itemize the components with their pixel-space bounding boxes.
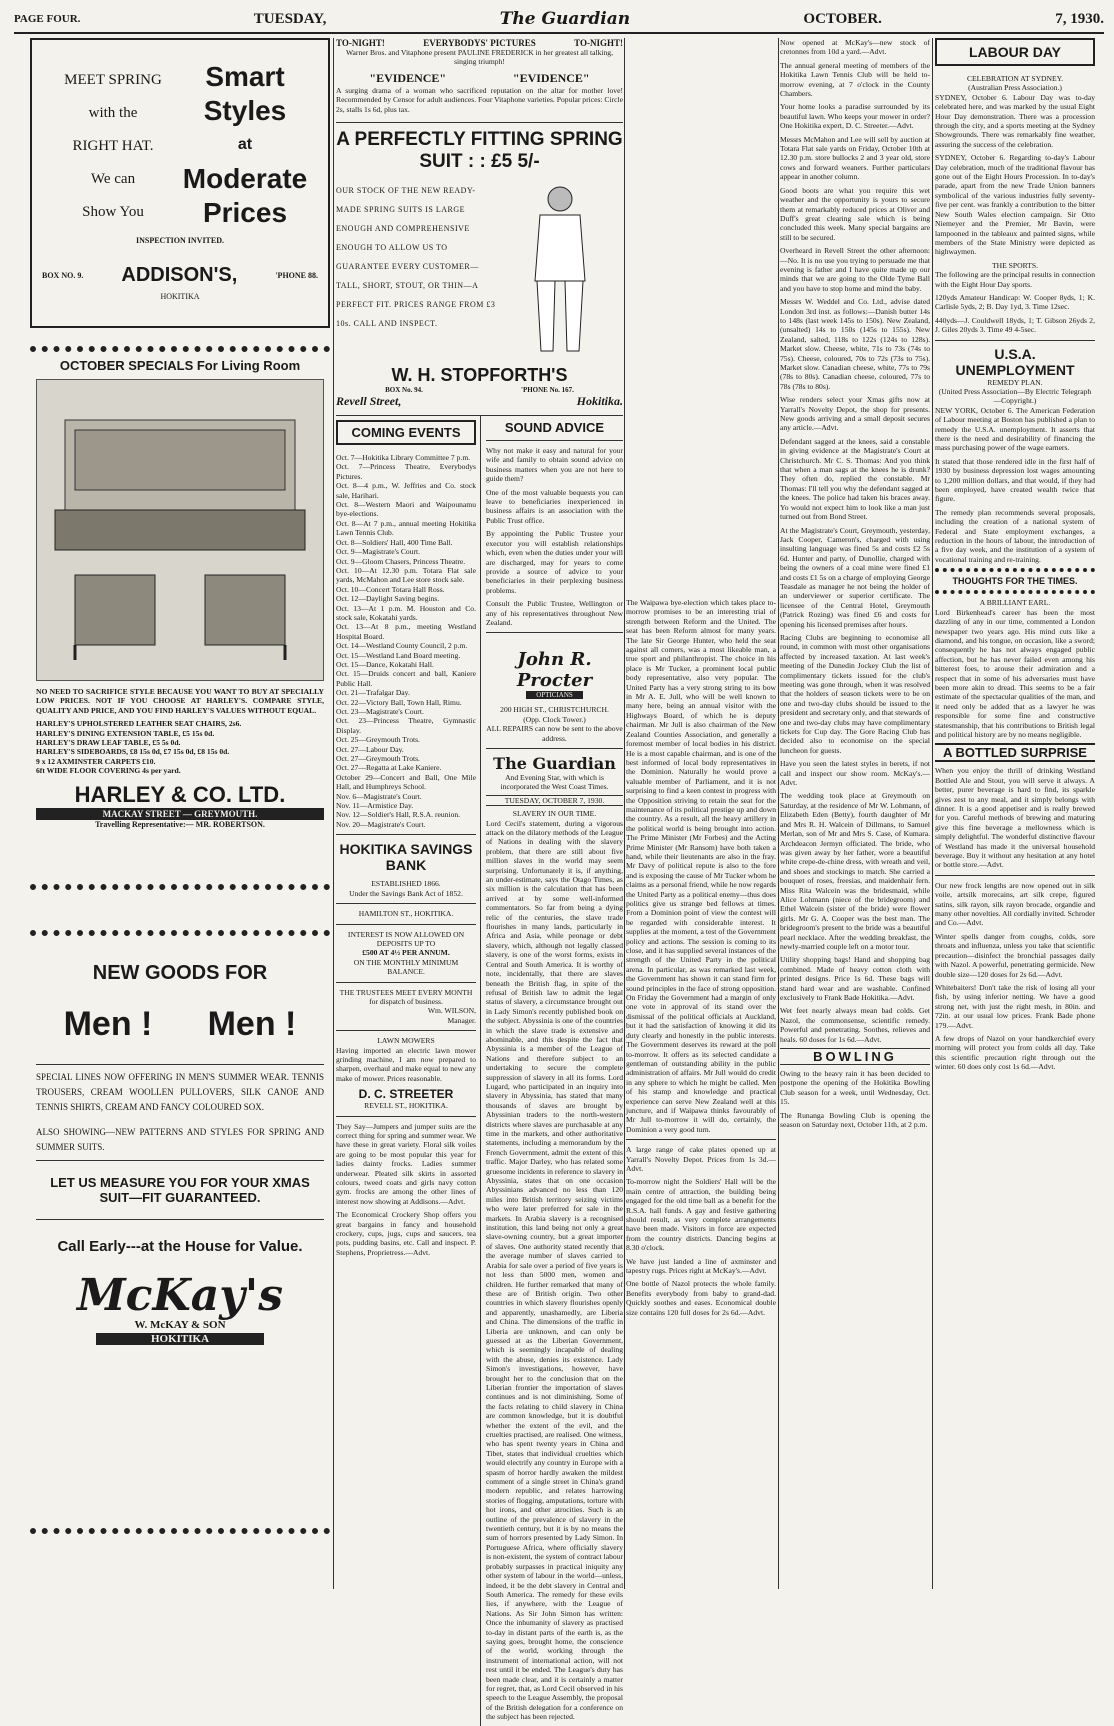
column-4 <box>780 38 930 1589</box>
event-item: Oct. 22—Victory Ball, Town Hall, Rimu. <box>336 697 462 707</box>
news-para: Wet feet nearly always mean bad colds. Get Nazol, the commonsense, scientific remedy. Powerful and penetrating. Soothes, relieves and heals. 60 doses for 1s 6d.—Advt. <box>780 1006 930 1044</box>
divider <box>336 1030 476 1031</box>
labour-sports: THE SPORTS. <box>992 260 1038 270</box>
news-para: Defendant sagged at the knees, said a constable in giving evidence at the Magistrate's Court at Christchurch. Mr C. S. Thomas: And you think that when a man sags at the knees he is drunk? They often do, replied the constable. Mr Thomas: I'll tell you why the defendant sagged at the knees. The police had taken his braces away. Yo would not expect him to look like a man just turned out from Bond Street. <box>780 436 930 522</box>
event-item: Oct. 10—At 12.30 p.m. Totara Flat sale yards, McMahon and Lee store stock sale. <box>336 565 476 585</box>
news-para: The annual general meeting of members of the Hokitika Lawn Tennis Club will be held to-morrow evening, at 7 o'clock in the County Chambers. <box>780 60 930 99</box>
divider <box>486 748 623 749</box>
savings-interest: INTEREST IS NOW ALLOWED ON DEPOSITS UP TO <box>347 929 465 948</box>
column-rule <box>624 38 625 1589</box>
pictures-ad <box>336 38 623 123</box>
news-para: Now opened at McKay's—new stock of cretonnes from 10d a yard.—Advt. <box>780 38 930 57</box>
suit-illustration <box>496 181 623 361</box>
events-title: COMING EVENTS <box>351 425 461 441</box>
divider <box>336 924 476 925</box>
column-rule <box>932 38 933 1589</box>
stopforth-contacts <box>336 386 623 394</box>
stopforth-headline: A PERFECTLY FITTING SPRING <box>336 129 623 151</box>
addison-line: Show You <box>82 204 144 220</box>
addison-inspection: INSPECTION INVITED. <box>135 236 225 245</box>
event-item: Oct. 27—Greymouth Trots. <box>336 754 420 764</box>
mckay-measure: LET US MEASURE YOU FOR YOUR XMAS SUIT—FIT GUARANTEED. <box>50 1175 310 1205</box>
savings-bank-ad <box>336 841 476 1025</box>
sofa-chair-icon <box>45 390 315 670</box>
unemployment-para: NEW YORK, October 6. The American Federation of Labour meeting at Boston has published a plan to remedy the U.S.A. unemployment. It asserts that there is the need and desirability of financing the mass purchasing power of the wage earners. <box>935 405 1095 453</box>
news-para: One bottle of Nazol protects the whole family. Benefits everybody from baby to grand-dad. Quickly soothes and eases. Economical double size contains 120 full doses for 2s 6d.—Advt. <box>626 1279 776 1317</box>
news-para: Messrs W. Weddel and Co. Ltd., advise dated London 3rd inst. as follows:—Danish butter 14s to 148s (last week 145s to 150s). New Zealand, (unsalted) 14s to 150s (145s to 155s). New Zealand, salted, 118s to 122s (124s to 128s). Market slow. Cheese, white, 71s to 73s (74s to 75s). Cheese, coloured, 70s to 72s (73s to 75s). Market slow. Canadian cheese, white, 77s to 79s (78s to 80s). Canadian cheese, coloured, 77s to 78s (78s to 80s). <box>780 297 930 391</box>
labour-para: 120yds Amateur Handicap: W. Cooper 8yds, 1; K. Carlisle 5yds, 2; B. Day 1yd, 3. Time 12sec. <box>935 292 1095 312</box>
addison-line: with the <box>88 105 138 121</box>
column-1 <box>30 38 330 1589</box>
event-item: Oct. 13—At 1 p.m. M. Houston and Co. stock sale, Kokatahi yards. <box>336 603 476 622</box>
col2-split <box>336 416 623 1726</box>
event-item: Oct. 27—Regatta at Lake Kaniere. <box>336 763 442 773</box>
addison-headline: Moderate <box>182 163 308 194</box>
addison-footer <box>42 264 318 287</box>
stopforth-text: OUR STOCK OF THE NEW READY-MADE SPRING SUITS IS LARGE ENOUGH AND COMPREHENSIVE ENOUGH TO ALLOW US TO GUARANTEE EVERY CUSTOMER—TALL, SHORT, STOUT, OR THIN—A PERFECT FIT. PRICES RANGE FROM £3 10s. CALL AND INSPECT. <box>336 186 496 329</box>
thoughts-title: THOUGHTS FOR THE TIMES. <box>952 576 1078 587</box>
pictures-theatre: EVERYBODYS' PICTURES <box>423 38 536 48</box>
divider <box>935 875 1095 876</box>
masthead-title: The Guardian <box>499 9 631 29</box>
harley-item: HARLEY'S DINING EXTENSION TABLE, £5 15s 0d. <box>36 728 215 738</box>
addison-headline: Smart <box>205 61 285 92</box>
divider <box>336 834 476 835</box>
pictures-titles <box>336 71 623 86</box>
column-2 <box>336 38 623 1722</box>
unemployment-para: The remedy plan recommends several proposals, including the creation of a national system of Federal and State employment exchanges, a reduction in the hours of labour, the introduction of a five day week, and the institution of a system of vocational training and re-training. <box>935 507 1095 564</box>
mckay-town: HOKITIKA <box>96 1333 264 1345</box>
bottled-body: When you enjoy the thrill of drinking Westland Bottled Ale and Stout, you will serve it always. A better, purer beverage is hard to find, its sparkle gives zest to any meal, and it simply belongs with dinner. It is a good appetiser and is really brewed for you. Careful methods of brewing and maturing give this fine beverage a mellowness which is simply delightful. The wonderful distinctive flavour of Westland has made it the universal household beverage. Buy it without any hesitation at any hotel or bottle store.—Advt. <box>935 766 1095 870</box>
column-rule <box>778 38 779 1589</box>
bottled-title: A BOTTLED SURPRISE <box>935 743 1095 762</box>
procter-addr: 200 HIGH ST., CHRISTCHURCH. <box>500 705 609 715</box>
event-item: October 29—Concert and Ball, One Mile Hall, and Humphreys School. <box>336 772 476 792</box>
addison-line: We can <box>90 171 136 187</box>
addison-line: MEET SPRING <box>64 72 162 88</box>
masthead-date: 7, 1930. <box>1055 10 1104 27</box>
news-para: Messrs McMahon and Lee will sell by auction at Totara Flat sale yards on Friday, October 10th at 12.30 p.m. store bullocks 2 and 3 year old, store cows and forward weaners. Further particulars appear in another column. <box>780 134 930 182</box>
mckay-para: ALSO SHOWING—NEW PATTERNS AND STYLES FOR SPRING AND SUMMER SUITS. <box>36 1127 324 1152</box>
harley-title: OCTOBER SPECIALS For Living Room <box>59 358 301 373</box>
waipawa-article: The Waipawa bye-election which takes place to-morrow promises to be an interesting trial of strength between Reform and the United. The seat has been Reform almost for many years. The late Sir George Hunter, who held the seat against all comers, was a most likeable man, a true sport and philanthropist. The choice in his place is Mr Tucker, a prominent local public body representative, also very popular. The United Party has a very strong string to its bow in Mr A. E. Jull, who will be well known to many here, being an annual visitor with the Highways Board, of which he is deputy chairman. Mr Jull is also chairman of the New Zealand Counties Association, and generally a foremost member of local bodies in his district. He is a most capable chairman, and is one of the best informed of local body representatives in the Dominion. Naturally he would prove a valuable member of Parliament, and it is not surprising to find a keen contest in progress with the Opposition striving to retain the seat for the maintenance of its political prestige up and down the country. As a result, all the heavy artillery in the political world is being brought into action. The Prime Minister (Mr Forbes) and the Acting Prime Minister (Mr Ransom) have both taken a hand, while their lieutenants are also in the fray. Mr Davy of political repute is also to the fore and is exposing the cause of Mr Tucker whom he claims as a personal friend, while he now regards the United Party as a political enemy—thus does politics give us strange bed fellows at times. From a Dominion point of view the contest will be regarded with considerable interest. It supplies at the moment, a test of the Government policy and actions. The session is coming to its close, and it has supplied several instances of the strength of the United Party in the political arena. In particular, as was remarked last week, the Government has shown it can stand firm for sound principles in the face of strong opposition. On Friday the Government had a margin of only one vote in approval of its stand over the dismissal of the political officials at Auckland, but it had the satisfaction of knowing it did its duty clearly and honestly in the public interests. The Government deserves its reward at the poll to-morrow. It offers as its selected candidate a gentleman of outstanding ability in the public administration of affairs. Mr Jull would do credit in any sphere to which he might be called. Men of his stamp and knowledge and practical experience can serve New Zealand well at this juncture, and if Waipawa thinks favourably of Mr Jull to-morrow it will do, certainly, the Dominion a very good turn. <box>626 598 776 1134</box>
divider <box>36 1160 324 1161</box>
addison-headline: Styles <box>203 95 287 126</box>
stopforth-box: BOX No. 94. <box>385 386 423 395</box>
unemployment-para: It stated that those rendered idle in the first half of 1930 by business depression lost wages amounting to 1,200 million dollars, and that would, if they had been employed, have created wealth twice that figure. <box>935 456 1095 504</box>
advice-para: Why not make it easy and natural for your wife and family to obtain sound advice on business matters when you are not here to guide them? <box>486 446 623 484</box>
bowling-title: BOWLING <box>780 1048 930 1065</box>
news-para: We have just landed a line of axminster and tapestry rugs. Prices right at McKay's.—Advt. <box>626 1256 776 1276</box>
event-item: Oct. 7—Princess Theatre, Everybodys Pictures. <box>336 462 476 481</box>
man-in-suit-icon <box>515 181 605 361</box>
unemployment-title: U.S.A. UNEMPLOYMENT <box>955 345 1075 378</box>
streeter-addr: REVELL ST., HOKITIKA. <box>364 1101 448 1111</box>
addison-box: BOX NO. 9. <box>42 271 84 280</box>
savings-manager: Wm. WILSON, <box>427 1006 476 1016</box>
mckay-heading: NEW GOODS FOR <box>92 962 268 984</box>
col2-right <box>481 416 623 1726</box>
harley-street: MACKAY STREET — GREYMOUTH. <box>36 808 324 820</box>
divider <box>36 1219 324 1220</box>
event-item: Nov. 11—Armistice Day. <box>336 801 414 811</box>
event-item: Oct. 8—4 p.m., W. Jeffries and Co. stock sale, Harihari. <box>336 481 476 500</box>
divider <box>36 1064 324 1065</box>
divider <box>336 903 476 904</box>
event-item: Oct. 10—Concert Totara Hall Ross. <box>336 584 445 594</box>
event-item: Oct. 23—Princess Theatre, Gymnastic Display. <box>336 716 476 735</box>
news-para: The Runanga Bowling Club is opening the season on Saturday next, October 11th, at 2 p.m. <box>780 1110 930 1130</box>
mckay-sub: W. McKAY & SON <box>134 1319 226 1331</box>
addison-name: ADDISON'S, <box>121 264 238 286</box>
column-5 <box>935 38 1095 1589</box>
labour-para: SYDNEY, October 6. Labour Day was to-day celebrated here, and was marked by the usual Eight Hour Day demonstration. There was a procession through the city, and a sports meeting at the Sydney Showgrounds. There was remarkably fine weather, assuring the success of the celebration. <box>935 92 1095 149</box>
masthead <box>14 6 1104 34</box>
editorial-head: SLAVERY IN OUR TIME. <box>512 809 597 819</box>
news-para: Your home looks a paradise surrounded by its beautiful lawn. Who keeps your mower in order? One Hokitika expert, D. C. Streeter.—Advt. <box>780 102 930 131</box>
stopforth-address <box>336 394 623 409</box>
film-title: "EVIDENCE" <box>512 70 590 85</box>
advice-title: SOUND ADVICE <box>504 420 605 436</box>
masthead-month: OCTOBER. <box>803 10 882 27</box>
streeter-body: Having imported an electric lawn mower grinding machine, I am now prepared to sharpen, overhaul and make equal to new any make of mower. Prices reasonable. <box>336 1045 476 1083</box>
labour-title: LABOUR DAY <box>935 38 1095 66</box>
mckay-men <box>36 1005 324 1044</box>
event-item: Oct. 15—Druids concert and ball, Kaniere Public Hall. <box>336 669 476 688</box>
divider <box>935 340 1095 341</box>
masthead-day: TUESDAY, <box>253 10 327 27</box>
pictures-tonight: TO-NIGHT! <box>336 38 385 48</box>
harley-item: 6ft WIDE FLOOR COVERING 4s per yard. <box>36 766 181 776</box>
addison-phone: 'PHONE 88. <box>275 271 318 280</box>
labour-assoc: (Australian Press Association.) <box>968 83 1062 93</box>
pictures-desc: A surging drama of a woman who sacrificed reputation on the altar for mother love! Recommended by Censor for adult audiences. Four Vitaphone varieties. Popular prices: Circle 2s, stalls 1s 6d, plus tax. <box>336 85 623 114</box>
procter-sub: OPTICIANS <box>526 691 583 699</box>
event-item: Oct. 9—Magistrate's Court. <box>336 547 421 557</box>
unemployment-sub: REMEDY PLAN. <box>987 377 1043 387</box>
addison-ad <box>30 38 330 328</box>
news-para: Wise renders select your Xmas gifts now at Yarrall's Novelty Depot, the shop for presents. New goods arriving and a small deposit secures any article.—Advt. <box>780 395 930 433</box>
news-para: The wedding took place at Greymouth on Saturday, at the residence of Mr W. Lohmann, of Elizabeth Eden (Betty), fourth daughter of Mr and Mrs R. H. Walcein of Dillmans, to Samuel Merlan, son of Mr and Mrs S. Case, of Kumara. Archdeacon Jermyn officiated. The bride, who was given away by her father, wore a beautiful white crepe-de-chine dress, with wreath and veil, and shoes and stockings to match. She carried a bouquet of roses, freesias, and maidenhair fern. Miss Rita Walcein was the bridesmaid, while Alice Lohmann (niece of the bridegroom) and Ethel Walcein (sister of the bride) were flower girls. Mr G. A. Cooper was the best man. The bridegroom's present to the bride was a beautiful pearl necklace. After the wedding breakfast, the newly-married couple left on a motor tour. <box>780 791 930 951</box>
event-item: Oct. 12—Daylight Saving begins. <box>336 594 440 604</box>
pictures-line: Warner Bros. and Vitaphone present PAULINE FREDERICK in her greatest all talking, singing triumph! <box>346 48 613 67</box>
guardian-title: The Guardian <box>493 753 616 773</box>
column-rule <box>333 38 334 1589</box>
news-para: Winter spells danger from coughs, colds, sore throats and influenza, unless you take that scientific precaution—disinfect the bronchial passages daily with Nazol. A powerful, penetrating germicide. New double size—120 doses for 2s 6d.—Advt. <box>935 931 1095 979</box>
stopforth-body <box>336 181 623 361</box>
stopforth-ad <box>336 123 623 416</box>
savings-manager-title: Manager. <box>447 1015 476 1025</box>
divider <box>935 568 1095 572</box>
crockery-para: The Economical Crockery Shop offers you great bargains in fancy and household crockery, cups, jugs, cups and saucers, tea pots, pudding basins, etc. Call and inspect. P. Stephens, Proprietress.—Advt. <box>336 1210 476 1257</box>
advice-para: By appointing the Public Trustee your executor you will establish relationships which, even when the duties under your will are discharged, may for years to come provide a source of advice to your beneficiaries in their perplexing business problems. <box>486 529 623 595</box>
news-para: Good boots are what you require this wet weather and the opportunity is yours to secure them at remarkably reduced prices at Oliver and Duff's great clearing sale which is being concluded this week. Many special bargains are still to be secured. <box>780 185 930 242</box>
film-title: "EVIDENCE" <box>369 70 447 85</box>
mckay-para: SPECIAL LINES NOW OFFERING IN MEN'S SUMMER WEAR. TENNIS TROUSERS, CREAM WOOLLEN PULLOVERS, SILK CANOE AND TENNIS SHIRTS, CREAM AND FANCY COLOURED SOX. <box>36 1072 324 1112</box>
savings-rate: £500 AT 4½ PER ANNUM. <box>362 948 450 958</box>
news-para: At the Magistrate's Court, Greymouth, yesterday, Jack Cooper, Cameron's, charged with using insulting language was fined 5s and costs £2 5s 6d. Hunter and party, of Dunollie, charged with being the owners of a coal mine were fined £1 and costs £1 5s on a charge of employing George Teasdale as manager he not being the holder of an underviewer or superior certificate. The licensee of the Central Hotel, Greymouth (Patrick Rozing) was fined £6 and costs for opening his licensed premises after hours. <box>780 525 930 629</box>
harley-rep: Travelling Representative:— MR. ROBERTSON. <box>95 819 265 829</box>
event-item: Oct. 13—At 8 p.m., meeting Westland Hospital Board. <box>336 622 476 641</box>
event-item: Oct. 8—Western Maori and Waipounamu bye-elections. <box>336 500 476 519</box>
event-item: Oct. 27—Labour Day. <box>336 744 404 754</box>
event-item: Oct. 25—Greymouth Trots. <box>336 735 420 745</box>
harley-item: HARLEY'S UPHOLSTERED LEATHER SEAT CHAIRS, 2s6. <box>36 719 242 729</box>
event-item: Oct. 21—Trafalgar Day. <box>336 688 410 698</box>
mckay-call: Call Early---at the House for Value. <box>57 1238 303 1255</box>
stopforth-street: Revell Street, <box>336 394 402 409</box>
addison-headline: at <box>237 136 253 153</box>
procter-opp: (Opp. Clock Tower.) <box>523 714 586 724</box>
guardian-date: TUESDAY, OCTOBER 7, 1930. <box>486 795 623 806</box>
news-para: Have you seen the latest styles in berets, if not call and inspect our show room. McKay's.—Advt. <box>780 759 930 788</box>
labour-para: The following are the principal results in connection with the Eight Hour Day sports. <box>935 270 1095 289</box>
pictures-header <box>336 38 623 48</box>
savings-monthly: ON THE MONTHLY MINIMUM BALANCE. <box>353 957 459 977</box>
mckay-ad <box>30 930 330 1534</box>
event-item: Oct. 8—Soldiers' Hall, 400 Time Ball. <box>336 537 453 547</box>
event-item: Oct. 7—Hokitika Library Committee 7 p.m. <box>336 453 471 463</box>
harley-item: HARLEY'S DRAW LEAF TABLE, £5 5s 0d. <box>36 738 181 748</box>
news-para: Overheard in Revell Street the other afternoon:—No. It is no use you trying to persuade me that evening is father and I have quite made up our minds that we are going to the Olde Tyme Ball and you have to stop home and mind the baby. <box>780 246 930 293</box>
divider <box>486 440 623 441</box>
news-para: A few drops of Nazol on your handkerchief every morning will protect you from colds all day. Take this scientific precaution right through out the winter. 60 does only cost 1s 6d.—Advt. <box>935 1033 1095 1072</box>
divider <box>486 632 623 633</box>
divider <box>336 982 476 983</box>
harley-name: HARLEY & CO. LTD. <box>74 781 286 807</box>
stopforth-town: Hokitika. <box>576 394 623 409</box>
event-item: Oct. 9—Gloom Chasers, Princess Theatre. <box>336 556 466 566</box>
news-para: Our new frock lengths are now opened out in silk voile, artsilk morecains, art silk crepe, figured satins, silk rayon, silk rayon brocade, organdie and many other novelties. All cordially invited. Schroder and Co.—Advt. <box>935 880 1095 928</box>
divider <box>626 1139 776 1140</box>
advice-para: Consult the Public Trustee, Wellington or any of his representatives throughout New Zealand. <box>486 599 623 627</box>
procter-logo: John R. Procter <box>516 649 593 692</box>
unemployment-assoc: (United Press Association—By Electric Telegraph—Copyright.) <box>938 386 1092 406</box>
event-item: Oct. 8—At 7 p.m., annual meeting Hokitika Lawn Tennis Club. <box>336 518 476 538</box>
stopforth-phone: 'PHONE No. 167. <box>521 386 574 395</box>
stopforth-name: W. H. STOPFORTH'S <box>391 365 568 386</box>
pictures-tonight: TO-NIGHT! <box>574 38 623 48</box>
labour-para: SYDNEY, October 6. Regarding to-day's Labour Day celebration, much of the traditional flavour has gone out of the Eight Hours Procession. In to-day's parade, apart from the new Trade Union banners symbolical of the various industries fully seventy-five per cent. was frankly a contribution to the bitter New South Wales election campaign. Sir Otto Niemeyer and the Premier, Mr Bavin, were lampooned in the tableaux and painted signs, while members of the State Ministry were depicted as highwaymen. <box>935 153 1095 257</box>
savings-addr: HAMILTON ST., HOKITIKA. <box>358 909 454 919</box>
event-item: Oct. 23—Magistrate's Court. <box>336 707 424 716</box>
events-list <box>336 453 476 829</box>
advice-para: One of the most valuable bequests you can leave to beneficiaries inexperienced in business affairs is an association with the Public Trust office. <box>486 487 623 525</box>
news-para: Whitebaiters! Don't take the risk of losing all your fish, by using inferior netting. We have a good strong net, with just the right mesh, in 80in. and 72in. at our usual low prices. Frank Bade phone 179.—Advt. <box>935 982 1095 1030</box>
news-para: A large range of cake plates opened up at Yarrall's Novelty Depot. Prices from 1s 3d.—Advt. <box>626 1145 776 1173</box>
divider <box>336 1116 476 1117</box>
mckay-logo: McKay's <box>76 1270 284 1321</box>
news-para: To-morrow night the Soldiers' Hall will be the main centre of attraction, the building being engaged for the old time ball as a benefit for the R.S.A. hall funds. A gay and festive gathering should result, as very complete arrangements have been made. Visitors in force are expected from the country districts. Dancing begins at 8.30 o'clock. <box>626 1177 776 1253</box>
harley-item: 9 x 12 AXMINSTER CARPETS £10. <box>36 756 156 766</box>
savings-est: ESTABLISHED 1866. <box>371 879 441 889</box>
addison-left <box>58 64 168 229</box>
addison-town: HOKITIKA <box>160 292 200 301</box>
page-number: PAGE FOUR. <box>14 13 81 25</box>
thoughts-sub: A BRILLIANT EARL. <box>979 598 1051 608</box>
streeter-title: LAWN MOWERS <box>377 1036 435 1046</box>
thoughts-body: Lord Birkenhead's career has been the most dazzling of any in our time, commented a London newspaper two years ago. His mind cuts like a diamond, and his tongue, on occasion, like a sword; consequently he has not always engaged public affection, but he has never failed even among his bitterest foes, to arouse their admiration and a respect that in some of his adversaries must have been more akin to dread. This seems to be a fair estimate of the spectacular qualities of the man, and it need only be added that as a lawyer he was responsible for some fine and constructive statesmanship, that his contributions to British legal and political history are by no means negligible. <box>935 607 1095 739</box>
event-item: Oct. 14—Westland County Council, 2 p.m. <box>336 641 468 651</box>
event-item: Nov. 6—Magistrate's Court. <box>336 791 422 801</box>
procter-repairs: ALL REPAIRS can now be sent to the above address. <box>486 724 623 743</box>
news-para: Utility shopping bags! Hand and shopping bag combined. Made of heavy cotton cloth with printed designs. Price 1s 6d. These bags will stand hard wear and are washable. Confined exclusively to Frank Bade Hokitika.—Advt. <box>780 955 930 1002</box>
labour-para: 440yds—J. Couldwell 18yds, 1; T. Gibson 26yds 2, J. Giles 20yds 3. Time 49 4-5sec. <box>935 315 1095 335</box>
event-item: Oct. 15—Dance, Kokatahi Hall. <box>336 659 434 669</box>
addison-headline: Prices <box>202 197 288 228</box>
col2-left <box>336 416 481 1726</box>
column-3 <box>626 38 776 1589</box>
divider <box>935 590 1095 594</box>
event-item: Oct. 15—Westland Land Board meeting. <box>336 650 461 660</box>
addison-line: RIGHT HAT. <box>72 138 154 154</box>
labour-sub: CELEBRATION AT SYDNEY. <box>966 74 1064 83</box>
mckay-men-2: Men ! <box>207 1005 297 1043</box>
events-box <box>336 420 476 445</box>
mckay-men-1: Men ! <box>63 1005 153 1043</box>
harley-pitch: NO NEED TO SACRIFICE STYLE BECAUSE YOU WANT TO BUY AT SPECIALLY LOW PRICES. NOT IF YOU CHOOSE AT HARLEY'S. COMPARE STYLE, QUALITY AND PRICE, AND YOU FIND HARLEY'S VALUES WITHOUT EQUAL. <box>36 687 324 715</box>
editorial-body: Lord Cecil's statement, during a vigorous attack on the dilatory methods of the League of Nations in dealing with the slavery problem, that there are still about five million slaves in the world may seem surprising. Unfortunately it is, if anything, an under-estimate, says the Otago Times, as six million is the calculation that has been arrived at by some well-informed commentators. So far from being a dying relic of the centuries, the slave trade flourishes in many lands, particularly in Africa and Asia, while peonage or debt slavery, which, although not legally classed slavery, is one of the worst forms, exists in Central and South America. It is worthy of note, incidentally, that there are slaves beneath the British flag, in spite of the refusal of British law to admit the legal status of slavery, a circumstance brought out in Lady Simon's recently published book on the subject. Abyssinia is one of the countries in which the slave trade is extensive and abominable, and this despite the fact that Abyssinia is a member of the League of Nations and therefore subject to an undertaking to secure the complete suppression of slavery in all its forms. Lord Lugard, who participated in an inquiry into slavery in Abyssinia, has stated that many thousands of slaves are brought by Abyssinian traders to the north-western districts where slaves are purchasable at any time in the markets, and other authoritative statements, including a memorandum by the French Government, admit the extent of this traffic. Major Darley, who has related some gruesome incidents in reference to slavery in Abyssinia, states that on one occasion Abyssinians advanced no less than 120 miles into British territory seizing victims who were later preferred for sale in the markets. In Arabia slavery is a recognised institution, this land being not only a great slave-owning country, but a great importer of slaves. One authority stated recently that the average number of slaves carried to Arabia for sale over a period of five years is not less than 5000 men, women and children. He further remarked that many of these are of British origin. Two other countries in which slavery flourishes openly and apparently, unashamedly, are Liberia and China. The dimensions of the traffic in Liberia are unknown, and can only be guessed at as the Liberian Government, which is seemingly incapable of dealing with the abuse, denies its existence. Lady Simon's investigations, however, have brought her to the conclusion that on the Liberian frontier the importation of slaves continues and is not diminishing. Some of the facts relating to child slavery in China are common knowledge, but it is doubtful whether the extent of the evil, and the cruelties practised, are realised. One witness, who has spent twenty years in China and Tibet, states that individual cruelties which would electrify any country in Europe with a spasm of horror hardly awaken the mildest comment of a single street in China's grand modern republic, and relates harrowing stories of flogging, amputations, torture with hot irons, and other atrocities. Such is an outline of the prevalence of slavery in the twentieth century, but it is by no means the sum of horrors presented by Lady Simon. In Portuguese Africa, where officially slavery is non-existent, the system of contract labour probably surpasses in practical iniquity any other system of labour in the world—unless, indeed, it be the debt slavery in Central and South America. The remedy for these evils lies, if anywhere, with the League of Nations. As Sir John Simon has written: Once the inhumanity of slavery as practised to-day in distant parts of the earth is, as the saying goes, brought home, the conscience of the world, working through the instrument of international action, will not rest until it be ended. The League's duty has been made clear, and it is certainly a matter for regret, that, as Lord Cecil observed in his speech to the League Assembly, the proposal of the British delegation for a conference on the subject has been rejected. <box>486 818 623 1722</box>
guardian-sub: And Evening Star, with which is incorporated the West Coast Times. <box>500 772 609 792</box>
event-item: Nov. 20—Magistrate's Court. <box>336 819 426 829</box>
streeter-name: D. C. STREETER <box>358 1087 454 1102</box>
stopforth-headline: SUIT : : £5 5/- <box>419 151 540 173</box>
furniture-illustration <box>36 379 324 681</box>
news-para: Racing Clubs are beginning to economise all round, in common with most other organisations affected by increased taxation. At last week's meeting of the Dunedin Jockey Club the list of complimentary tickets issued for the club's meeting was gone through, when it was resolved that the holders of season tickets were to be on one and two-day clubs should be issued to the president and secretary only, and that stewards of one and two-day clubs may have complimentary tickets for Cup day. The Gore Racing Club has decided also to economise on the special luncheon for guests. <box>780 632 930 755</box>
news-para: Owing to the heavy rain it has been decided to postpone the opening of the Hokitika Bowling Club season for a week, until Wednesday, Oct. 15. <box>780 1069 930 1107</box>
harley-ad <box>30 346 330 890</box>
jumpers-para: They Say—Jumpers and jumper suits are the correct thing for spring and summer wear. We have these in great variety. Floral silk voiles are going to be most popular this year for ladies dainty frocks. Ladies summer underwear. Pleated silk skirts in assorted colours, tweed coats and girls navy cotton gym. frocks are among the other lines of interest now showing at Addisons.—Advt. <box>336 1121 476 1206</box>
savings-act: Under the Savings Bank Act of 1852. <box>349 888 463 898</box>
harley-item: HARLEY'S SIDEBOARDS, £8 15s 0d, £7 15s 0d, £8 15s 0d. <box>36 747 230 757</box>
streeter-ad <box>336 1036 476 1110</box>
addison-right <box>180 60 310 230</box>
event-item: Nov. 12—Soldier's Hall, R.S.A. reunion. <box>336 810 461 820</box>
savings-title: HOKITIKA SAVINGS BANK <box>339 841 473 874</box>
savings-trustees: THE TRUSTEES MEET EVERY MONTH for dispatch of business. <box>339 987 473 1006</box>
